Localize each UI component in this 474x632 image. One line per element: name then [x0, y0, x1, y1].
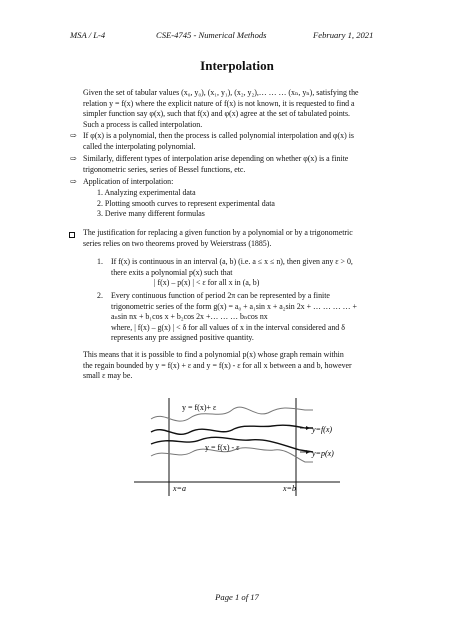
conclusion-line: small ε may be. [83, 371, 133, 380]
justification-line: The justification for replacing a given function by a polynomial or by a trigonometric [83, 228, 353, 237]
point-line: called the interpolating polynomial. [83, 141, 196, 151]
header-course-title: CSE-4745 - Numerical Methods [156, 30, 267, 40]
header-date: February 1, 2021 [313, 30, 374, 40]
point-line: trigonometric series, series of Bessel functions, etc. [83, 164, 246, 174]
conclusion-line: the regain bounded by y = f(x) + ε and y = f(x) - ε for all x between a and b, however [83, 360, 352, 370]
justification-line: series relies on two theorems proved by Weierstrass (1885). [83, 238, 272, 248]
point-line: Application of interpolation: [83, 177, 174, 186]
point-line: If φ(x) is a polynomial, then the process is called polynomial interpolation and φ(x) is [83, 131, 354, 140]
list-item: 2. Plotting smooth curves to represent experimental data [97, 198, 275, 208]
theorem-line: If f(x) is continuous in an interval (a, b) (i.e. a ≤ x ≤ n), then given any ε > 0, [111, 257, 353, 266]
curve-f-plus-epsilon [151, 407, 313, 421]
intro-line: simpler function say φ(x), such that f(x) and φ(x) agree at the set of tabulated points. [83, 109, 351, 118]
label-lower-envelope: y = f(x) - ε [205, 443, 240, 452]
label-px: y=p(x) [312, 449, 334, 458]
label-fx: y=f(x) [312, 425, 333, 434]
list-item: 1. Analyzing experimental data [97, 188, 196, 197]
theorem-line: aₙsin nx + b₁cos x + b₂cos 2x +… … … bₙcos nx [111, 312, 268, 321]
arrow-icon: ⇨ [70, 131, 77, 140]
arrow-icon: ⇨ [70, 177, 77, 186]
label-upper-envelope: y = f(x)+ ε [182, 403, 217, 412]
label-x-a: x=a [173, 484, 186, 493]
theorem-line: where, | f(x) – g(x) | < δ for all values of x in the interval considered and δ [111, 322, 345, 332]
page-footer: Page 1 of 17 [215, 592, 259, 602]
intro-line: relation y = f(x) where the explicit nature of f(x) is not known, it is requested to find a [83, 98, 355, 108]
page-title: Interpolation [200, 58, 274, 73]
theorem-number: 2. [97, 291, 103, 300]
label-x-b: x=b [283, 484, 296, 493]
theorem-line: Every continuous function of period 2π can be represented by a finite [111, 291, 330, 300]
intro-line: Given the set of tabular values (x₀, y₀), (x₁, y₁), (x₂, y₂),… … … (xₙ, yₙ), satisfying the [83, 88, 359, 97]
intro-line: Such a process is called interpolation. [83, 119, 203, 129]
header-course-code: MSA / L-4 [70, 30, 106, 40]
theorem-line: there exits a polynomial p(x) such that [111, 267, 233, 277]
arrow-icon: ⇨ [70, 154, 77, 163]
theorem-line: represents any pre assigned positive quantity. [111, 333, 254, 342]
conclusion-line: This means that it is possible to find a polynomial p(x) whose graph remain within [83, 350, 344, 359]
theorem-inequality: | f(x) – p(x) | < ε for all x in (a, b) [154, 278, 260, 287]
arrow-head-icon [306, 426, 310, 430]
theorem-number: 1. [97, 257, 103, 266]
point-line: Similarly, different types of interpolation arise depending on whether φ(x) is a finite [83, 154, 349, 163]
curve-f [151, 425, 313, 434]
list-item: 3. Derive many different formulas [97, 209, 205, 218]
theorem-line: trigonometric series of the form g(x) = a₀ + a₁sin x + a₂sin 2x + … … … … + [111, 301, 357, 311]
